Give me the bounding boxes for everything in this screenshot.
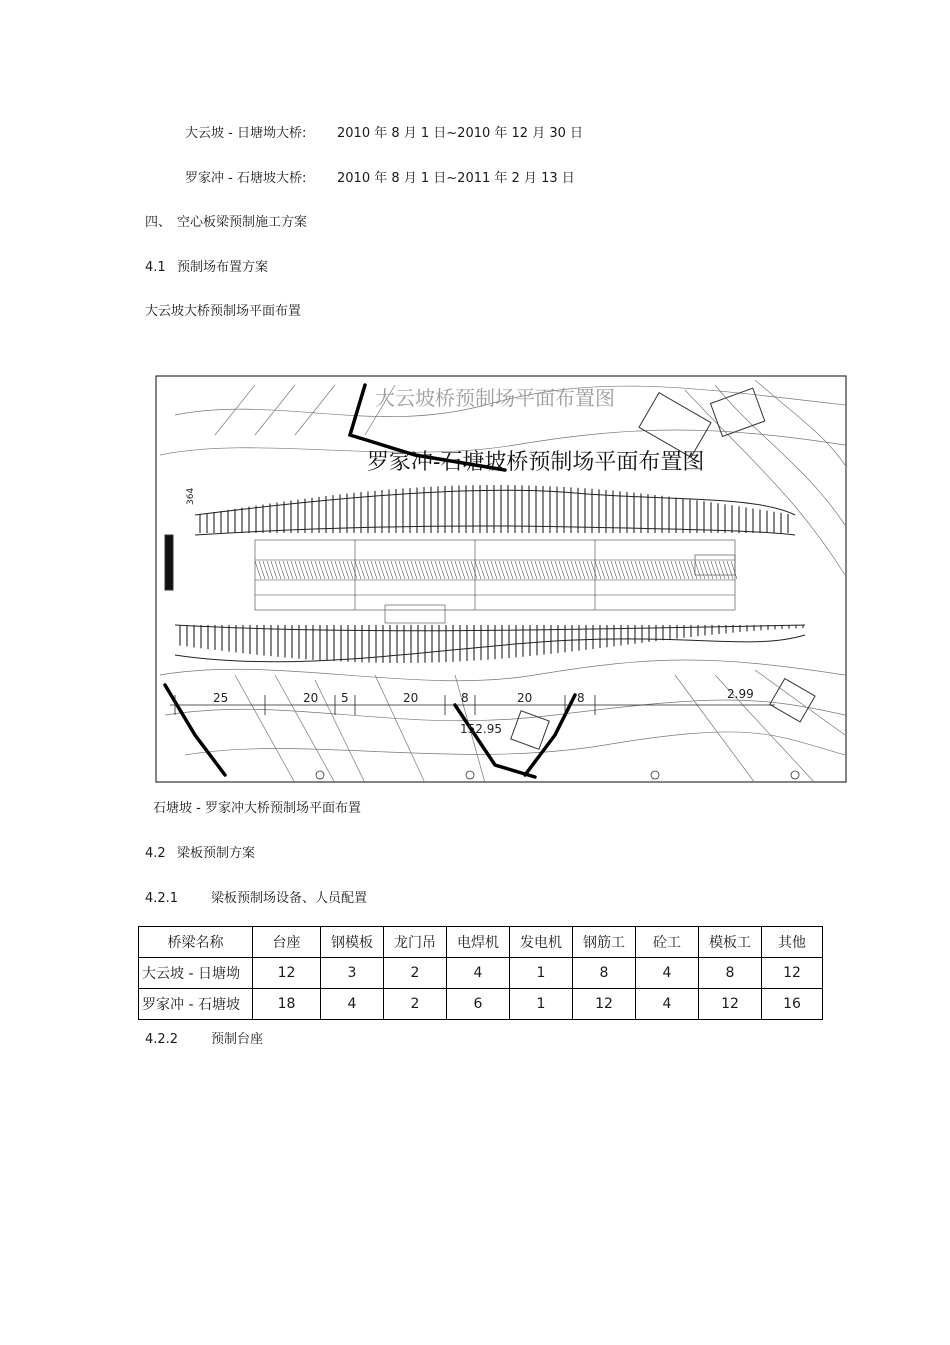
dimension-label: 152.95 <box>460 722 502 736</box>
table-cell: 4 <box>636 958 699 989</box>
subsection-number: 4.2.2 <box>145 1032 179 1047</box>
table-header: 台座 <box>253 927 321 958</box>
table-cell: 3 <box>321 958 384 989</box>
table-cell: 16 <box>762 989 823 1020</box>
table-cell: 1 <box>510 958 573 989</box>
subsection-title: 梁板预制方案 <box>177 846 256 861</box>
dimension-label: 20 <box>303 691 319 705</box>
table-cell: 8 <box>699 958 762 989</box>
section-heading <box>145 211 307 230</box>
table-cell: 8 <box>573 958 636 989</box>
table-cell: 18 <box>253 989 321 1020</box>
dimension-label: 25 <box>213 691 229 705</box>
drawing-title-faded: 大云坡桥预制场平面布置图 <box>375 386 615 410</box>
subsection-number: 4.2.1 <box>145 891 179 906</box>
table-cell: 4 <box>636 989 699 1020</box>
schedule-dates: 2010 年 8 月 1 日~2011 年 2 月 13 日 <box>337 171 575 186</box>
table-header: 砼工 <box>636 927 699 958</box>
subsection-heading <box>145 887 367 906</box>
schedule-line <box>185 122 583 141</box>
table-cell: 罗家冲 - 石塘坡 <box>139 989 253 1020</box>
table-cell: 12 <box>762 958 823 989</box>
table-header: 龙门吊 <box>384 927 447 958</box>
subsection-heading <box>145 256 268 275</box>
figure-caption: 大云坡大桥预制场平面布置 <box>145 304 302 319</box>
section-title: 空心板梁预制施工方案 <box>177 215 308 230</box>
dimension-label: 8 <box>577 691 585 705</box>
table-row <box>139 958 823 989</box>
table-row <box>139 989 823 1020</box>
figure-caption: 石塘坡 - 罗家冲大桥预制场平面布置 <box>153 801 361 816</box>
subsection-number: 4.1 <box>145 260 166 275</box>
table-header: 电焊机 <box>447 927 510 958</box>
schedule-bridge-name: 大云坡 - 日塘坳大桥: <box>185 126 307 141</box>
table-cell: 12 <box>699 989 762 1020</box>
site-plan-drawing <box>155 375 847 783</box>
subsection-heading <box>145 842 255 861</box>
table-cell: 12 <box>253 958 321 989</box>
dimension-label: 20 <box>403 691 419 705</box>
subsection-title: 预制场布置方案 <box>177 260 269 275</box>
table-cell: 12 <box>573 989 636 1020</box>
table-header-row <box>139 927 823 958</box>
schedule-bridge-name: 罗家冲 - 石塘坡大桥: <box>185 171 307 186</box>
table-header: 模板工 <box>699 927 762 958</box>
drawing-title: 罗家冲-石塘坡桥预制场平面布置图 <box>367 450 705 475</box>
subsection-title: 预制台座 <box>211 1032 264 1047</box>
subsection-number: 4.2 <box>145 846 166 861</box>
table-cell: 大云坡 - 日塘坳 <box>139 958 253 989</box>
table-header: 其他 <box>762 927 823 958</box>
table-header: 发电机 <box>510 927 573 958</box>
table-cell: 2 <box>384 989 447 1020</box>
table-cell: 2 <box>384 958 447 989</box>
equipment-staff-table <box>138 926 823 1020</box>
table-cell: 4 <box>447 958 510 989</box>
section-number: 四、 <box>145 215 172 230</box>
subsection-heading <box>145 1028 263 1047</box>
subsection-title: 梁板预制场设备、人员配置 <box>211 891 368 906</box>
table-cell: 4 <box>321 989 384 1020</box>
dimension-label: 364 <box>186 487 196 505</box>
table-header: 桥梁名称 <box>139 927 253 958</box>
table-cell: 1 <box>510 989 573 1020</box>
dimension-label: 2.99 <box>727 687 754 701</box>
table-cell: 6 <box>447 989 510 1020</box>
table-header: 钢筋工 <box>573 927 636 958</box>
schedule-line <box>185 167 575 186</box>
table-header: 钢模板 <box>321 927 384 958</box>
schedule-dates: 2010 年 8 月 1 日~2010 年 12 月 30 日 <box>337 126 584 141</box>
dimension-label: 20 <box>517 691 533 705</box>
dimension-label: 5 <box>341 691 349 705</box>
dimension-label: 8 <box>461 691 469 705</box>
